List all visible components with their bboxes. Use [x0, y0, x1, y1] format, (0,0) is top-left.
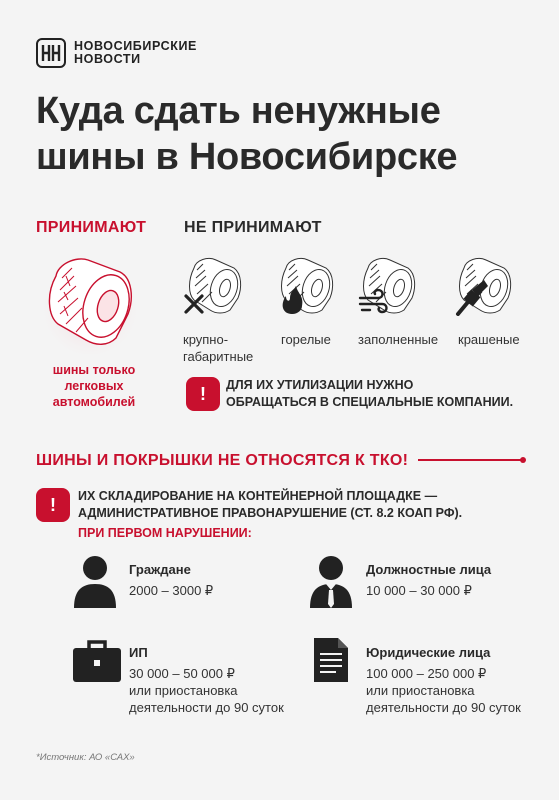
fine-value — [129, 665, 284, 716]
fine-title: Граждане — [129, 562, 191, 577]
rejected-warning-line: ДЛЯ ИХ УТИЛИЗАЦИИ НУЖНО — [226, 378, 414, 392]
rejected-heading: НЕ ПРИНИМАЮТ — [184, 219, 322, 236]
rejected-item-label-line: крашеные — [458, 332, 520, 347]
fine-title: Юридические лица — [366, 645, 491, 660]
logo-icon — [36, 38, 66, 68]
logo-line-1: НОВОСИБИРСКИЕ — [74, 39, 197, 53]
title-line-1: Куда сдать ненужные — [36, 90, 441, 132]
rejected-item-label-line: крупно- — [183, 332, 229, 347]
fine-value — [129, 582, 213, 599]
rejected-item-label — [281, 331, 331, 348]
logo-line-2: НОВОСТИ — [74, 52, 141, 66]
briefcase-icon — [72, 638, 122, 684]
divider-line — [418, 459, 524, 461]
fine-value-line: 10 000 – 30 000 ₽ — [366, 583, 472, 598]
divider-dot — [520, 457, 526, 463]
fine-value-line: 2000 – 3000 ₽ — [129, 583, 214, 598]
warning-icon: ! — [186, 377, 220, 411]
fine-value-line: деятельности до 90 суток — [129, 700, 284, 715]
painted-tire-icon — [452, 252, 516, 316]
rejected-item-label — [183, 331, 253, 365]
accepted-caption-line: легковых — [64, 379, 124, 393]
warning-icon: ! — [36, 488, 70, 522]
source-note: *Источник: АО «САХ» — [36, 752, 135, 763]
filled-tire-icon — [356, 252, 420, 316]
rejected-item-label — [358, 331, 438, 348]
fine-value-line: или приостановка — [129, 683, 238, 698]
accepted-caption — [34, 362, 154, 410]
document-icon — [312, 636, 350, 684]
fine-value-line: или приостановка — [366, 683, 475, 698]
rejected-warning-line: ОБРАЩАТЬСЯ В СПЕЦИАЛЬНЫЕ КОМПАНИИ. — [226, 395, 514, 409]
page-title — [36, 88, 536, 180]
rejected-item-label-line: горелые — [281, 332, 331, 347]
title-line-2: шины в Новосибирске — [36, 136, 458, 178]
tko-warning-line: АДМИНИСТРАТИВНОЕ ПРАВОНАРУШЕНИЕ (СТ. 8.2 КОАП РФ). — [78, 506, 463, 520]
tko-warning-line: ИХ СКЛАДИРОВАНИЕ НА КОНТЕЙНЕРНОЙ ПЛОЩАДКЕ — — [78, 489, 438, 503]
tko-heading: ШИНЫ И ПОКРЫШКИ НЕ ОТНОСЯТСЯ К ТКО! — [36, 452, 409, 469]
fine-title: Должностные лица — [366, 562, 492, 577]
oversized-tire-icon — [182, 252, 246, 316]
fine-value-line: 30 000 – 50 000 ₽ — [129, 666, 235, 681]
rejected-item-label-line: заполненные — [358, 332, 439, 347]
rejected-warning-text — [226, 377, 546, 411]
person-icon — [72, 554, 118, 608]
first-offense-label: ПРИ ПЕРВОМ НАРУШЕНИИ: — [78, 526, 252, 540]
rejected-item-label-line: габаритные — [183, 349, 254, 364]
fine-title: ИП — [129, 645, 148, 660]
logo-text — [74, 40, 274, 66]
fine-value-line: деятельности до 90 суток — [366, 700, 521, 715]
burnt-tire-icon — [274, 252, 338, 316]
fine-value — [366, 582, 472, 599]
rejected-item-label — [458, 331, 520, 348]
tire-icon — [36, 246, 144, 354]
official-person-icon — [308, 554, 354, 608]
accepted-heading: ПРИНИМАЮТ — [36, 219, 147, 236]
tko-warning-text — [78, 488, 518, 522]
accepted-caption-line: автомобилей — [52, 395, 136, 409]
fine-value-line: 100 000 – 250 000 ₽ — [366, 666, 487, 681]
accepted-caption-line: шины только — [52, 363, 136, 377]
fine-value — [366, 665, 521, 716]
